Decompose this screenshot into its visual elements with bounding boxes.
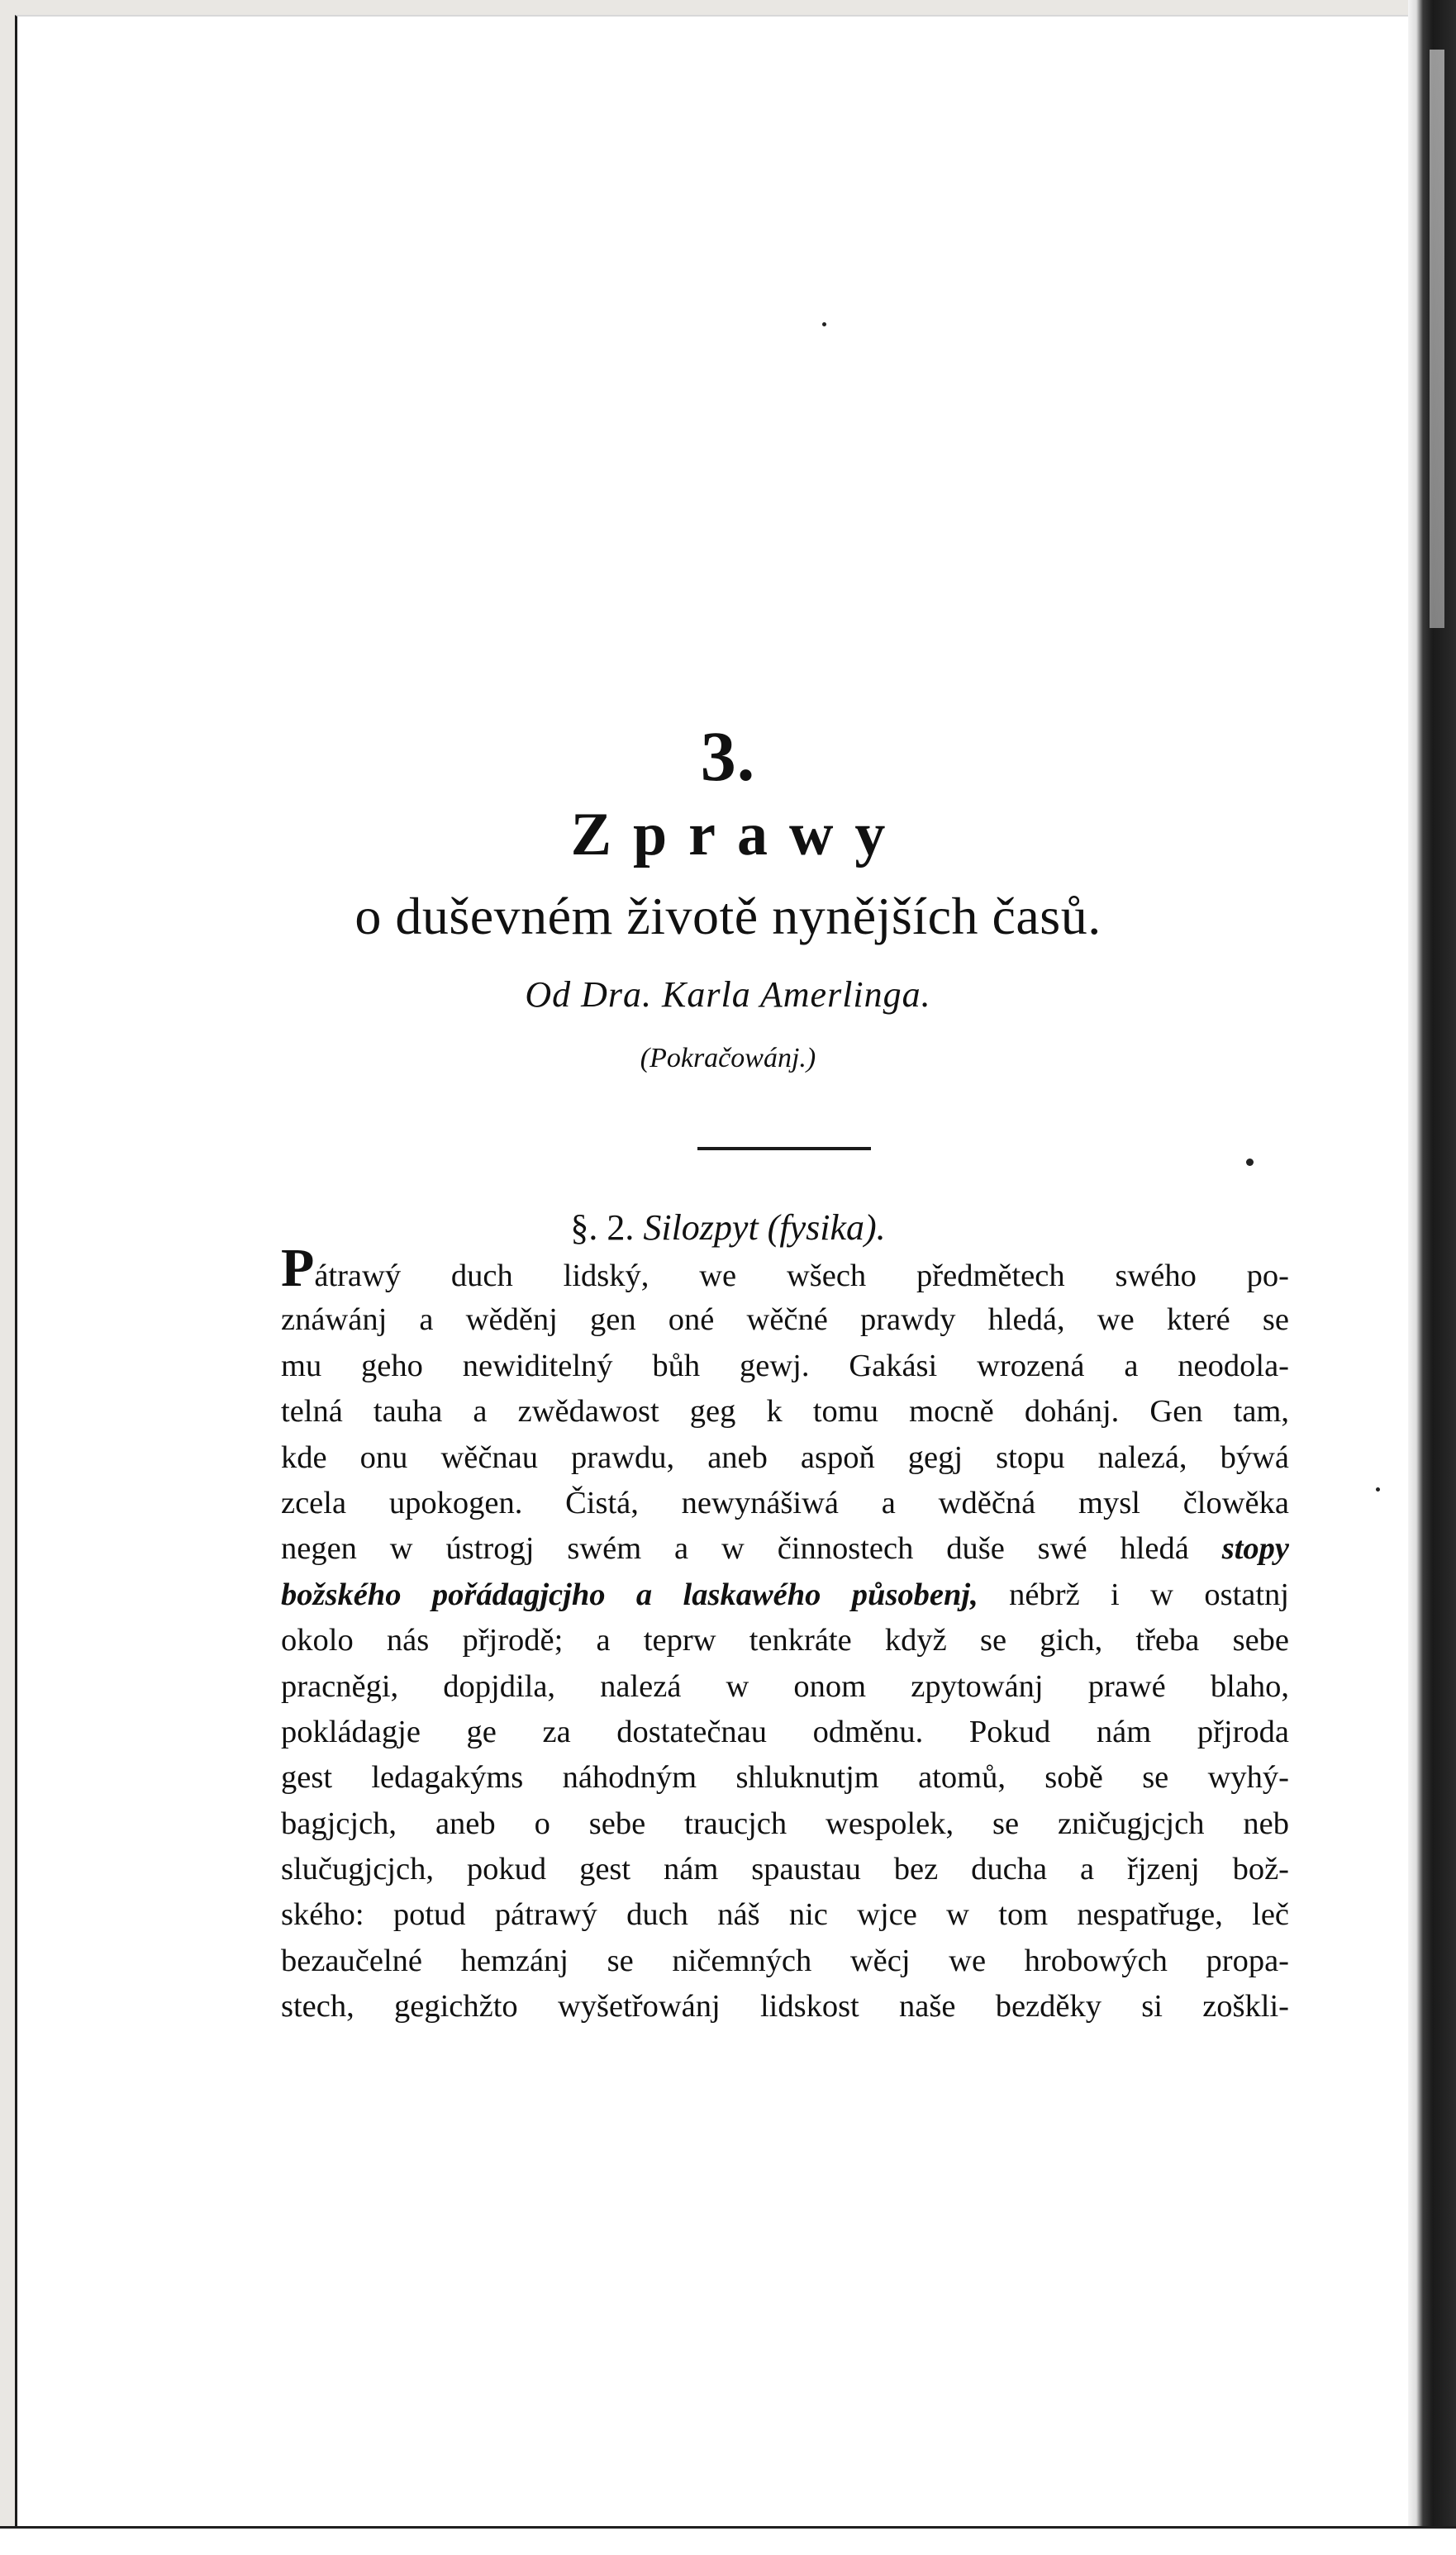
article-subtitle: o duševném životě nynějších časů. (354, 887, 1102, 945)
binding-edge (1408, 0, 1456, 2555)
body-paragraph (281, 1238, 1289, 2030)
body-line: mu geho newiditelný bůh gewj. Gakási wrozená a neodola- (281, 1348, 1289, 1383)
body-line: telná tauha a zwědawost geg k tomu mocně dohánj. Gen tam, (281, 1394, 1289, 1430)
body-line: pokládagje ge za dostatečnau odměnu. Pokud nám přjroda (281, 1714, 1289, 1749)
body-line: negen w ústrogj swém a w činnostech duše swé hledá stopy (281, 1531, 1289, 1567)
body-line: bezaučelné hemzánj se ničemných wěcj we hrobowých propa- (281, 1943, 1289, 1978)
scan-speck (1376, 1487, 1380, 1492)
italic-phrase: božského pořádagjcjho a laskawého působenj, (281, 1577, 978, 1612)
page-bottom-edge (0, 2526, 1456, 2555)
body-line: bagjcjch, aneb o sebe traucjch wespolek, se zničugjcjch neb (281, 1806, 1289, 1841)
section-title: Silozpyt (fysika). (643, 1207, 886, 1248)
body-line: ského: potud pátrawý duch náš nic wjce w tom nespatřuge, leč (281, 1897, 1289, 1933)
italic-phrase: stopy (1221, 1531, 1289, 1567)
body-line: gest ledagakýms náhodným shluknutjm atomů, sobě se wyhý- (281, 1760, 1289, 1796)
body-line: božského pořádagjcjho a laskawého působenj, nébrž i w ostatnj (281, 1577, 1289, 1612)
heading-rule (697, 1147, 871, 1150)
section-mark: §. 2. (570, 1207, 635, 1248)
section-heading (0, 1206, 1456, 1249)
drop-cap: P (281, 1238, 315, 1298)
continuation-note: (Pokračowánj.) (640, 1043, 816, 1073)
body-line: slučugjcjch, pokud gest nám spaustau bez ducha a řjzenj bož- (281, 1852, 1289, 1887)
body-line: okolo nás přjrodě; a teprw tenkráte když se gich, třeba sebe (281, 1623, 1289, 1658)
body-line: zcela upokogen. Čistá, newynášiwá a wděčná mysl člowěka (281, 1485, 1289, 1520)
scan-speck (822, 322, 826, 326)
scan-speck (1246, 1159, 1254, 1166)
article-number: 3. (700, 716, 756, 796)
body-line: pracněgi, dopjdila, nalezá w onom zpytowánj prawé blaho, (281, 1668, 1289, 1704)
binding-highlight (1430, 50, 1444, 628)
body-line: kde onu wěčnau prawdu, aneb aspoň gegj stopu nalezá, býwá (281, 1439, 1289, 1475)
body-line: znáwánj a wěděnj gen oné wěčné prawdy hledá, we které se (281, 1302, 1289, 1338)
article-title: Zprawy (570, 801, 907, 868)
article-author: Od Dra. Karla Amerlinga. (525, 974, 931, 1015)
body-line: Pátrawý duch lidský, we wšech předmětech swého po- (281, 1238, 1289, 1298)
body-line: stech, gegichžto wyšetřowánj lidskost naše bezděky si zoškli- (281, 1989, 1289, 2024)
